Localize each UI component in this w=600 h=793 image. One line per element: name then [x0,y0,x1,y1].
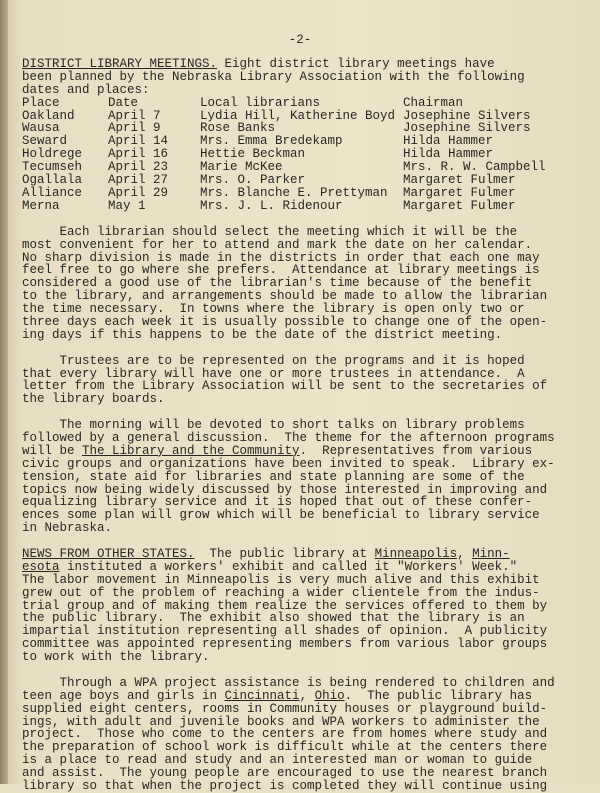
news-text: The public library at [194,546,375,561]
date-cell: April 29 [108,186,169,201]
chairman-cell: Hilda Hammer [403,147,494,162]
paragraph-line: tension, state aid for libraries and state planning are some of the [22,469,525,484]
chairman-cell: Margaret Fulmer [403,198,516,213]
program-theme: The Library and the Community [82,443,300,458]
librarian-cell: Hettie Beckman [200,147,306,162]
paragraph-cincinnati [22,677,582,793]
paragraph-line: civic groups and organizations have been invited to speak. Library ex- [22,456,555,471]
paragraph-line [22,445,582,458]
paragraph-line: feel free to go where she prefers. Attendance at library meetings is [22,263,540,278]
paragraph-line: the preparation of school work is difficult while at the centers there [22,740,548,755]
intro-line: dates and places: [22,82,150,97]
place-cell: Alliance [22,186,83,201]
place-cell: Seward [22,134,68,149]
wpa-text: . The public library has [344,688,533,703]
paragraph-line: library so that when the project is completed they will continue using [22,779,548,793]
paragraph-line: considered a good use of the librarian's time because of the benefit [22,276,533,291]
librarian-cell: Mrs. Emma Bredekamp [200,134,343,149]
wpa-text: , [299,688,315,703]
paragraph-line: The morning will be devoted to short talks on library problems [22,418,525,433]
paragraph-line: trial group and of making them realize the services offered to them by [22,598,548,613]
column-header-date: Date [108,95,139,110]
paragraph-line: Through a WPA project assistance is being rendered to children and [22,675,555,690]
paragraph-line: that every library will have one or more trustees in attendance. A [22,366,525,381]
paragraph-line: committee was appointed representing members from various labor groups [22,637,548,652]
date-cell: April 27 [108,173,169,188]
section-heading-news: NEWS FROM OTHER STATES. [22,546,195,561]
state-ohio: Ohio [314,688,345,703]
paragraph-line: topics now being widely discussed by those interested in improving and [22,482,548,497]
paragraph-line: grew out of the problem of reaching a wider clientele from the indus- [22,585,540,600]
page-binding-edge [0,0,8,784]
wpa-text: teen age boys and girls in [22,688,225,703]
chairman-cell: Hilda Hammer [403,134,494,149]
librarian-cell: Lydia Hill, Katherine Boyd [200,108,396,123]
paragraph-line: the library boards. [22,392,165,407]
news-text: , [457,546,473,561]
section-heading-district-meetings: DISTRICT LIBRARY MEETINGS. [22,57,218,71]
paragraph-line: impartial institution representing all shades of opinion. A publicity [22,624,548,639]
paragraph-gap [22,342,582,355]
paragraph-line: followed by a general discussion. The theme for the afternoon programs [22,430,555,445]
city-minneapolis: Minneapolis [374,546,458,561]
paragraph-line [22,690,582,703]
paragraph-trustees [22,355,582,407]
paragraph-line: The labor movement in Minneapolis is very much alive and this exhibit [22,572,540,587]
chairman-cell: Mrs. R. W. Campbell [403,160,546,175]
paragraph-gap [22,664,582,677]
place-cell: Holdrege [22,147,83,162]
column-header-chairman: Chairman [403,95,464,110]
paragraph-line: and assist. The young people are encouraged to use the nearest branch [22,766,548,781]
theme-suffix: . Representatives from various [299,443,533,458]
intro-text: Eight district library meetings have [217,57,495,71]
table-row [22,187,573,200]
librarian-cell: Mrs. O. Parker [200,173,306,188]
chairman-cell: Josephine Silvers [403,121,531,136]
paragraph-line: letter from the Library Association will be sent to the secretaries of [22,379,548,394]
section-heading-line [22,58,582,71]
librarian-cell: Rose Banks [200,121,276,136]
paragraph-attendance [22,226,582,342]
paragraph-line: ings, with adult and juvenile books and WPA workers to administer the [22,714,540,729]
news-text: instituted a workers' exhibit and called it "Workers' Week." [59,559,518,574]
chairman-cell: Margaret Fulmer [403,173,516,188]
paragraph-line: most convenient for her to attend and mark the date on her calendar. [22,237,533,252]
intro-line: been planned by the Nebraska Library Association with the following [22,69,525,84]
table-header-row [22,97,573,110]
paragraph-line: project. Those who come to the centers are from homes where study and [22,727,548,742]
librarian-cell: Marie McKee [200,160,283,175]
paragraph-line: to the library, and arrangements should be made to allow the librarian [22,289,548,304]
paragraph-line: Trustees are to be represented on the programs and it is hoped [22,353,525,368]
meeting-schedule-table [22,97,573,213]
document-body [22,58,582,793]
paragraph-line: the time necessary. In towns where the library is open only two or [22,302,525,317]
chairman-cell: Margaret Fulmer [403,186,516,201]
city-cincinnati: Cincinnati [224,688,300,703]
paragraph-line [22,561,582,574]
column-header-librarians: Local librarians [200,95,321,110]
date-cell: April 23 [108,160,169,175]
paragraph-line: Each librarian should select the meeting which it will be the [22,224,518,239]
paragraph-news-other-states [22,548,582,664]
place-cell: Ogallala [22,173,83,188]
place-cell: Merna [22,198,60,213]
chairman-cell: Josephine Silvers [403,108,531,123]
page-number: -2- [288,33,312,47]
paragraph-line: three days each week it is usually possible to change one of the open- [22,314,548,329]
date-cell: April 9 [108,121,161,136]
paragraph-line: ences some plan will grow which will be beneficial to library service [22,508,540,523]
paragraph-line: to work with the library. [22,650,210,665]
paragraph-line: is a place to read and study and an interested man or woman to guide [22,753,533,768]
place-cell: Tecumseh [22,160,83,175]
place-cell: Wausa [22,121,60,136]
state-minnesota-part1: Minn- [472,546,510,561]
column-header-place: Place [22,95,60,110]
paragraph-line: No sharp division is made in the districts in order that each one may [22,250,540,265]
date-cell: April 14 [108,134,169,149]
paragraph-line: ing days if this happens to be the date of the district meeting. [22,327,503,342]
date-cell: April 7 [108,108,161,123]
table-row [22,200,573,213]
paragraph-line: in Nebraska. [22,521,113,536]
paragraph-program [22,419,582,535]
theme-prefix: will be [22,443,83,458]
state-minnesota-part2: esota [22,559,60,574]
librarian-cell: Mrs. Blanche E. Prettyman [200,186,388,201]
date-cell: May 1 [108,198,146,213]
place-cell: Oakland [22,108,75,123]
paragraph-gap [22,213,582,226]
date-cell: April 16 [108,147,169,162]
librarian-cell: Mrs. J. L. Ridenour [200,198,343,213]
paragraph-line: equalizing library service and it is hoped that out of these confer- [22,495,533,510]
paragraph-line: the public library. The exhibit also showed that the library is an [22,611,525,626]
paragraph-line: supplied eight centers, rooms in Community houses or playground build- [22,701,548,716]
